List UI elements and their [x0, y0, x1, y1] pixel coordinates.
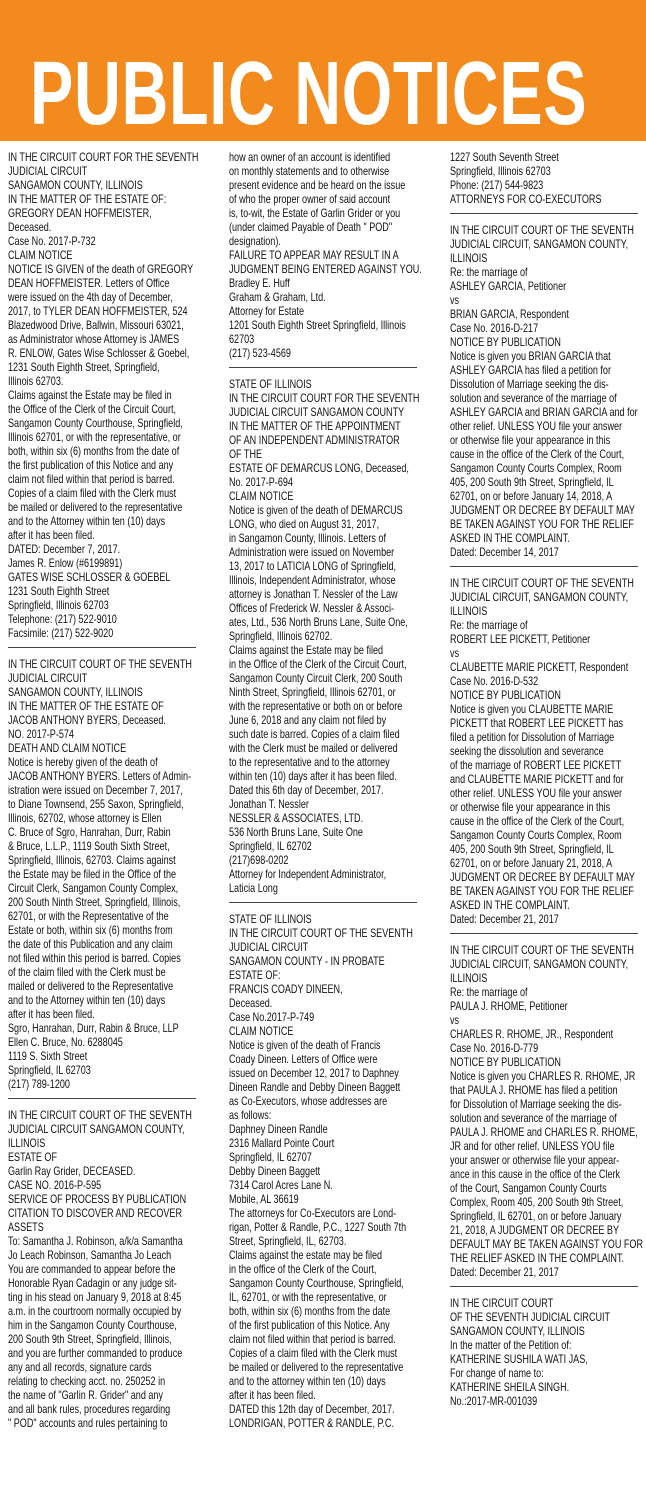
column-3 [450, 150, 642, 1408]
notice-line: Attorney for Independent Administrator, [229, 867, 387, 881]
notice-line: No. 2017-P-694 [229, 475, 293, 489]
notice-line: Bradley E. Huff [229, 276, 290, 290]
notice-line: both, within six (6) months from the date of [8, 444, 180, 458]
notice-line: in the office of the Clerk of the Court, [229, 1262, 377, 1276]
notice-line: Illinois 62701, or with the representative, or [8, 430, 181, 444]
notice-line: (217) 789-1200 [8, 1077, 70, 1091]
notice-line: istration were issued on December 7, 2017, [8, 783, 183, 797]
notice-line: ROBERT LEE PICKETT, Petitioner [450, 632, 591, 646]
notice-line: Case No. 2016-D-217 [450, 321, 539, 335]
notice-line: ILLINOIS [450, 604, 488, 618]
notice-line: and you are further commanded to produce [8, 1346, 183, 1360]
notice-line: PICKETT that ROBERT LEE PICKETT has [450, 716, 624, 730]
notice-line: Re: the marriage of [450, 618, 528, 632]
notice-line: DATED this 12th day of December, 2017. [229, 1402, 395, 1416]
notice-line: JR and for other relief. UNLESS YOU file [450, 1139, 615, 1153]
notice-line: JUDICIAL CIRCUIT SANGAMON COUNTY [229, 405, 405, 419]
notice-line: after it has been filed. [8, 1007, 95, 1021]
notice-line: Notice is given you BRIAN GARCIA that [450, 349, 611, 363]
notice-line: not filed within this period is barred. Copies [8, 951, 181, 965]
notice-line: ASSETS [8, 1220, 44, 1234]
notice-line: of the first publication of this Notice. Any [229, 1318, 390, 1332]
notice-line: 62701, on or before January 14, 2018, A [450, 489, 613, 503]
notice-line: ILLINOIS [450, 251, 488, 265]
notice-line: CLAIM NOTICE [8, 248, 73, 262]
notice-divider [229, 367, 417, 368]
legal-notice [450, 223, 642, 559]
notice-line: Dated: December 21, 2017 [450, 912, 559, 926]
notice-line: as follows: [229, 1108, 272, 1122]
notice-line: DATED: December 7, 2017. [8, 542, 121, 556]
notice-line: Notice is given you CHARLES R. RHOME, JR [450, 1069, 636, 1083]
notice-line: as Administrator whose Attorney is JAMES [8, 332, 180, 346]
notice-line: OF THE SEVENTH JUDICIAL CIRCUIT [450, 1310, 611, 1324]
notice-line: for Dissolution of Marriage seeking the dis- [450, 1097, 622, 1111]
notice-line: Facsimile: (217) 522-9020 [8, 626, 114, 640]
notice-line: that PAULA J. RHOME has filed a petition [450, 1083, 618, 1097]
notice-line: is, to-wit, the Estate of Garlin Grider or you [229, 206, 401, 220]
notice-line: ASHLEY GARCIA, Petitioner [450, 279, 567, 293]
notice-line: your answer or otherwise file your appear- [450, 1153, 620, 1167]
notice-line: 62703 [229, 332, 255, 346]
notice-line: PAULA J. RHOME and CHARLES R. RHOME, [450, 1125, 638, 1139]
notice-line: Springfield, IL 62703 [8, 1063, 91, 1077]
notice-line: on monthly statements and to otherwise [229, 164, 390, 178]
notice-line: ESTATE OF [8, 1150, 58, 1164]
notice-line: 1231 South Eighth Street, Springfield, [8, 360, 160, 374]
notice-line: or otherwise file your appearance in this [450, 800, 611, 814]
notice-line: be mailed or delivered to the representative [8, 500, 183, 514]
notice-line: Honorable Ryan Cadagin or any judge sit- [8, 1276, 177, 1290]
notice-line: 1119 S. Sixth Street [8, 1049, 88, 1063]
notice-line: ASHLEY GARCIA has filed a petition for [450, 363, 611, 377]
notice-line: seeking the dissolution and severance [450, 744, 604, 758]
notice-line: JUDGMENT OR DECREE BY DEFAULT MAY [450, 503, 635, 517]
notice-line: OF AN INDEPENDENT ADMINISTRATOR [229, 433, 400, 447]
notice-line: ates, Ltd., 536 North Bruns Lane, Suite One, [229, 615, 408, 629]
header-banner [0, 0, 646, 144]
notice-divider [8, 1098, 196, 1099]
notice-line: Graham & Graham, Ltd. [229, 290, 326, 304]
notice-line: Estate or both, within six (6) months from [8, 923, 173, 937]
notice-line: The attorneys for Co-Executors are Lond- [229, 1206, 397, 1220]
notice-line: were issued on the 4th day of December, [8, 290, 173, 304]
notice-line: Claims against the Estate may be filed in [8, 388, 172, 402]
notice-line: IL, 62701, or with the representative, or [229, 1290, 387, 1304]
legal-notice [450, 150, 642, 206]
notice-line: 13, 2017 to LATICIA LONG of Springfield, [229, 559, 397, 573]
notice-line: 200 South Ninth Street, Springfield, Illinois, [8, 895, 181, 909]
notice-line: James R. Enlow (#6199891) [8, 556, 123, 570]
notice-line: GREGORY DEAN HOFFMEISTER, [8, 206, 152, 220]
notice-line: Springfield, Illinois, 62703. Claims against [8, 853, 176, 867]
notice-line: be mailed or delivered to the representative [229, 1360, 404, 1374]
notice-divider [8, 647, 196, 648]
notice-line: IN THE CIRCUIT COURT OF THE SEVENTH [229, 926, 413, 940]
notice-line: PAULA J. RHOME, Petitioner [450, 999, 568, 1013]
notice-line: Jo Leach Robinson, Samantha Jo Leach [8, 1248, 172, 1262]
notice-line: SANGAMON COUNTY, ILLINOIS [8, 685, 143, 699]
notice-line: JUDGMENT OR DECREE BY DEFAULT MAY [450, 870, 635, 884]
notice-line: Illinois, Independent Administrator, whose [229, 573, 396, 587]
notice-line: the Estate may be filed in the Office of the [8, 867, 177, 881]
notice-line: JACOB ANTHONY BYERS. Letters of Admin- [8, 769, 192, 783]
notice-line: Notice is given of the death of DEMARCUS [229, 503, 403, 517]
notice-line: JUDICIAL CIRCUIT [8, 164, 88, 178]
notice-line: IN THE CIRCUIT COURT OF THE SEVENTH [450, 943, 634, 957]
notice-line: 62701, on or before January 21, 2018, A [450, 856, 613, 870]
notice-line: Offices of Frederick W. Nessler & Associ- [229, 601, 394, 615]
notice-line: such date is barred. Copies of a claim filed [229, 727, 400, 741]
notice-line: vs [450, 646, 460, 660]
notice-divider [450, 1286, 638, 1287]
notice-line: IN THE CIRCUIT COURT [450, 1296, 554, 1310]
notice-line: 405, 200 South 9th Street, Springfield, IL [450, 475, 614, 489]
notice-line: ILLINOIS [450, 971, 488, 985]
notice-line: Attorney for Estate [229, 304, 305, 318]
notice-line: in the Office of the Clerk of the Circuit Court, [229, 657, 407, 671]
notice-line: and CLAUBETTE MARIE PICKETT and for [450, 772, 624, 786]
notice-line: to Diane Townsend, 255 Saxon, Springfield, [8, 797, 184, 811]
notice-line: (217)698-0202 [229, 853, 289, 867]
notice-line: Copies of a claim filed with the Clerk must [229, 1346, 398, 1360]
notice-line: other relief. UNLESS YOU file your answer [450, 786, 623, 800]
notice-line: CITATION TO DISCOVER AND RECOVER [8, 1206, 183, 1220]
notice-line: attorney is Jonathan T. Nessler of the Law [229, 587, 398, 601]
column-1 [8, 150, 200, 1430]
notice-line: JUDICIAL CIRCUIT [8, 671, 88, 685]
notice-line: Mobile, AL 36619 [229, 1192, 299, 1206]
notice-line: the name of "Garlin R. Grider" and any [8, 1388, 163, 1402]
notice-line: and to the Attorney within ten (10) days [8, 514, 166, 528]
notice-divider [450, 933, 638, 934]
notice-line: DEAN HOFFMEISTER. Letters of Office [8, 276, 170, 290]
notice-divider [450, 213, 638, 214]
notice-line: (under claimed Payable of Death " POD" [229, 220, 393, 234]
notice-line: 1231 South Eighth Street [8, 584, 110, 598]
notice-divider [229, 902, 417, 903]
notice-line: JUDICIAL CIRCUIT, SANGAMON COUNTY, [450, 590, 629, 604]
notice-line: IN THE CIRCUIT COURT FOR THE SEVENTH [229, 391, 420, 405]
notice-line: SERVICE OF PROCESS BY PUBLICATION [8, 1192, 187, 1206]
notice-line: Springfield, IL 62702 [229, 839, 312, 853]
notice-line: Sangamon County Circuit Clerk, 200 South [229, 671, 403, 685]
notice-line: Illinois, 62702, whose attorney is Ellen [8, 811, 162, 825]
notice-line: mailed or delivered to the Representative [8, 979, 174, 993]
notice-line: ESTATE OF DEMARCUS LONG, Deceased, [229, 461, 409, 475]
notice-line: Re: the marriage of [450, 265, 528, 279]
notice-line: 21, 2018, A JUDGMENT OR DECREE BY [450, 1223, 620, 1237]
legal-notice [229, 912, 421, 1430]
notice-line: of the Court, Sangamon County Courts [450, 1181, 607, 1195]
notice-divider [450, 566, 638, 567]
notice-line: designation). [229, 234, 281, 248]
notice-line: in Sangamon County, Illinois. Letters of [229, 531, 386, 545]
notice-line: Dated: December 14, 2017 [450, 545, 559, 559]
notice-line: & Bruce, L.L.P., 1119 South Sixth Street, [8, 839, 170, 853]
notice-line: NOTICE BY PUBLICATION [450, 688, 561, 702]
notice-line: any and all records, signature cards [8, 1360, 152, 1374]
notice-line: Notice is hereby given of the death of [8, 755, 158, 769]
notice-line: cause in the office of the Clerk of the Court, [450, 447, 625, 461]
notice-line: ASKED IN THE COMPLAINT. [450, 531, 570, 545]
notice-line: JUDICIAL CIRCUIT [229, 940, 309, 954]
notice-line: KATHERINE SHEILA SINGH. [450, 1380, 570, 1394]
notice-line: Dated: December 21, 2017 [450, 1265, 559, 1279]
notice-line: within ten (10) days after it has been filed. [229, 769, 397, 783]
notice-line: GATES WISE SCHLOSSER & GOEBEL [8, 570, 171, 584]
notice-line: IN THE CIRCUIT COURT FOR THE SEVENTH [8, 150, 199, 164]
notice-line: Sangamon County Courts Complex, Room [450, 461, 622, 475]
notice-line: ILLINOIS [8, 1136, 46, 1150]
notice-line: Claims against the Estate may be filed [229, 643, 384, 657]
notice-line: NESSLER & ASSOCIATES, LTD. [229, 811, 364, 825]
notice-line: ESTATE OF: [229, 968, 281, 982]
notice-line: IN THE MATTER OF THE APPOINTMENT [229, 419, 401, 433]
notice-line: Notice is given you CLAUBETTE MARIE [450, 702, 614, 716]
notice-line: Phone: (217) 544-9823 [450, 178, 544, 192]
notice-line: JUDICIAL CIRCUIT, SANGAMON COUNTY, [450, 957, 629, 971]
notice-line: 2017, to TYLER DEAN HOFFMEISTER, 524 [8, 304, 188, 318]
notice-line: Case No. 2017-P-732 [8, 234, 96, 248]
notice-line: 1201 South Eighth Street Springfield, Illinois [229, 318, 406, 332]
notice-line: Sangamon County Courthouse, Springfield, [8, 416, 183, 430]
notice-line: the date of this Publication and any claim [8, 937, 173, 951]
notice-line: or otherwise file your appearance in this [450, 433, 611, 447]
notice-line: the first publication of this Notice and any [8, 458, 174, 472]
notice-line: SANGAMON COUNTY, ILLINOIS [450, 1324, 585, 1338]
notice-line: Copies of a claim filed with the Clerk must [8, 486, 177, 500]
notice-line: Circuit Clerk, Sangamon County Complex, [8, 881, 179, 895]
notice-line: DEFAULT MAY BE TAKEN AGAINST YOU FOR [450, 1237, 644, 1251]
notice-line: No.:2017-MR-001039 [450, 1394, 538, 1408]
notice-line: LONDRIGAN, POTTER & RANDLE, P.C. [229, 1416, 394, 1430]
notice-line: and to the attorney within ten (10) days [229, 1374, 386, 1388]
notice-line: claim not filed within that period is barred. [229, 1332, 396, 1346]
notice-line: STATE OF ILLINOIS [229, 912, 312, 926]
notice-line: Coady Dineen. Letters of Office were [229, 1052, 378, 1066]
notice-line: JUDICIAL CIRCUIT, SANGAMON COUNTY, [450, 237, 629, 251]
notice-line: Case No. 2016-D-532 [450, 674, 539, 688]
notice-line: Dated this 6th day of December, 2017. [229, 783, 384, 797]
notice-line: Case No. 2016-D-779 [450, 1041, 539, 1055]
notice-line: " POD" accounts and rules pertaining to [8, 1416, 168, 1430]
notice-line: Deceased. [8, 220, 52, 234]
notice-line: C. Bruce of Sgro, Hanrahan, Durr, Rabin [8, 825, 171, 839]
notice-line: Ellen C. Bruce, No. 6288045 [8, 1035, 123, 1049]
notice-line: DEATH AND CLAIM NOTICE [8, 741, 127, 755]
page-title: PUBLIC NOTICES [30, 44, 588, 144]
notice-line: Telephone: (217) 522-9010 [8, 612, 117, 626]
notice-line: CLAIM NOTICE [229, 489, 294, 503]
notice-line: Case No.2017-P-749 [229, 1010, 315, 1024]
notice-line: solution and severance of the marriage of [450, 1111, 617, 1125]
notice-line: (217) 523-4569 [229, 346, 291, 360]
notice-line: CASE NO. 2016-P-595 [8, 1178, 102, 1192]
notice-line: NO. 2017-P-574 [8, 727, 74, 741]
notice-line: KATHERINE SUSHILA WATI JAS, [450, 1352, 588, 1366]
notice-line: a.m. in the courtroom normally occupied by [8, 1304, 182, 1318]
notice-line: NOTICE BY PUBLICATION [450, 1055, 561, 1069]
notice-line: BRIAN GARCIA, Respondent [450, 307, 569, 321]
notice-line: Sgro, Hanrahan, Durr, Rabin & Bruce, LLP [8, 1021, 179, 1035]
notice-line: as Co-Executors, whose addresses are [229, 1094, 388, 1108]
notice-line: Re: the marriage of [450, 985, 528, 999]
notice-line: rigan, Potter & Randle, P.C., 1227 South 7th [229, 1220, 407, 1234]
notice-line: OF THE [229, 447, 263, 461]
notice-line: Administration were issued on November [229, 545, 395, 559]
notice-line: Springfield, IL 62707 [229, 1150, 312, 1164]
notice-line: Sangamon County Courts Complex, Room [450, 828, 622, 842]
notice-line: 200 South 9th Street, Springfield, Illinois, [8, 1332, 172, 1346]
notice-line: issued on December 12, 2017 to Daphney [229, 1066, 399, 1080]
legal-notice [8, 150, 200, 640]
notice-line: ATTORNEYS FOR CO-EXECUTORS [450, 192, 602, 206]
notice-line: cause in the office of the Clerk of the Court, [450, 814, 625, 828]
notice-line: how an owner of an account is identified [229, 150, 391, 164]
notice-line: THE RELIEF ASKED IN THE COMPLAINT. [450, 1251, 625, 1265]
notice-line: Notice is given of the death of Francis [229, 1038, 381, 1052]
notice-line: NOTICE IS GIVEN of the death of GREGORY [8, 262, 194, 276]
notice-line: Springfield, Illinois 62702. [229, 629, 333, 643]
notice-line: 2316 Mallard Pointe Court [229, 1136, 335, 1150]
notice-line: Debby Dineen Baggett [229, 1164, 321, 1178]
notice-line: Garlin Ray Grider, DECEASED. [8, 1164, 136, 1178]
notice-line: NOTICE BY PUBLICATION [450, 335, 561, 349]
notice-line: Complex, Room 405, 200 South 9th Street, [450, 1195, 624, 1209]
notice-line: BE TAKEN AGAINST YOU FOR THE RELIEF [450, 517, 634, 531]
notice-line: JUDGMENT BEING ENTERED AGAINST YOU. [229, 262, 422, 276]
notice-line: IN THE CIRCUIT COURT OF THE SEVENTH [450, 223, 634, 237]
notice-line: CHARLES R. RHOME, JR., Respondent [450, 1027, 614, 1041]
notice-line: For change of name to: [450, 1366, 544, 1380]
notice-line: Dineen Randle and Debby Dineen Baggett [229, 1080, 401, 1094]
notice-line: BE TAKEN AGAINST YOU FOR THE RELIEF [450, 884, 634, 898]
notice-line: ASKED IN THE COMPLAINT. [450, 898, 570, 912]
notice-line: to the representative and to the attorney [229, 755, 390, 769]
notice-line: with the representative or both on or before [229, 699, 403, 713]
notice-line: To: Samantha J. Robinson, a/k/a Samantha [8, 1234, 183, 1248]
notice-line: IN THE MATTER OF THE ESTATE OF: [8, 192, 167, 206]
notice-line: SANGAMON COUNTY, ILLINOIS [8, 178, 143, 192]
notice-line: vs [450, 293, 460, 307]
notice-line: ting in his stead on January 9, 2018 at 8:45 [8, 1290, 182, 1304]
notice-line: ance in this cause in the office of the Clerk [450, 1167, 621, 1181]
notice-line: Ninth Street, Springfield, Illinois 62701, or [229, 685, 396, 699]
notice-line: filed a petition for Dissolution of Marriage [450, 730, 615, 744]
notice-line: CLAUBETTE MARIE PICKETT, Respondent [450, 660, 629, 674]
legal-notice [229, 377, 421, 895]
notice-line: LONG, who died on August 31, 2017, [229, 517, 380, 531]
notice-line: and to the Attorney within ten (10) days [8, 993, 166, 1007]
notice-line: 1227 South Seventh Street [450, 150, 559, 164]
notice-line: You are commanded to appear before the [8, 1262, 176, 1276]
legal-notice [450, 943, 642, 1279]
notice-line: CLAIM NOTICE [229, 1024, 294, 1038]
notice-line: Claims against the estate may be filed [229, 1248, 383, 1262]
notice-line: both, within six (6) months from the date [229, 1304, 391, 1318]
notice-line: 7314 Carol Acres Lane N. [229, 1178, 333, 1192]
notice-line: of who the proper owner of said account [229, 192, 391, 206]
notice-line: Sangamon County Courthouse, Springfield, [229, 1276, 404, 1290]
legal-notice [450, 1296, 642, 1408]
notice-line: JACOB ANTHONY BYERS, Deceased. [8, 713, 166, 727]
notice-line: SANGAMON COUNTY - IN PROBATE [229, 954, 385, 968]
notice-line: 536 North Bruns Lane, Suite One [229, 825, 363, 839]
notice-line: Springfield, IL 62701, on or before January [450, 1209, 622, 1223]
notice-line: of the claim filed with the Clerk must be [8, 965, 166, 979]
notice-line: 405, 200 South 9th Street, Springfield, IL [450, 842, 614, 856]
notice-line: FRANCIS COADY DINEEN, [229, 982, 343, 996]
notice-line: IN THE CIRCUIT COURT OF THE SEVENTH [8, 1108, 192, 1122]
notice-line: him in the Sangamon County Courthouse, [8, 1318, 177, 1332]
notice-line: with the Clerk must be mailed or delivered [229, 741, 398, 755]
column-2 [229, 150, 421, 1430]
notice-line: Jonathan T. Nessler [229, 797, 309, 811]
notice-line: IN THE MATTER OF THE ESTATE OF [8, 699, 164, 713]
notice-line: present evidence and be heard on the issue [229, 178, 406, 192]
notice-line: Street, Springfield, IL, 62703. [229, 1234, 347, 1248]
notice-line: 62701, or with the Representative of the [8, 909, 169, 923]
notice-line: Daphney Dineen Randle [229, 1122, 328, 1136]
notice-line: Blazedwood Drive, Ballwin, Missouri 63021, [8, 318, 184, 332]
legal-notice [450, 576, 642, 926]
notice-line: R. ENLOW, Gates Wise Schlosser & Goebel, [8, 346, 190, 360]
notice-line: of the marriage of ROBERT LEE PICKETT [450, 758, 622, 772]
notice-line: Illinois 62703. [8, 374, 64, 388]
notice-line: solution and severance of the marriage of [450, 391, 617, 405]
notice-line: vs [450, 1013, 460, 1027]
notice-line: FAILURE TO APPEAR MAY RESULT IN A [229, 248, 399, 262]
notice-line: the Office of the Clerk of the Circuit Court, [8, 402, 177, 416]
notice-line: ASHLEY GARCIA and BRIAN GARCIA and for [450, 405, 638, 419]
notice-line: IN THE CIRCUIT COURT OF THE SEVENTH [8, 657, 192, 671]
notice-line: Laticia Long [229, 881, 278, 895]
legal-notice [229, 150, 421, 360]
notice-line: claim not filed within that period is barred. [8, 472, 175, 486]
notice-line: IN THE CIRCUIT COURT OF THE SEVENTH [450, 576, 634, 590]
legal-notice [8, 1108, 200, 1430]
notice-line: Dissolution of Marriage seeking the dis- [450, 377, 609, 391]
notice-line: and all bank rules, procedures regarding [8, 1402, 171, 1416]
notice-line: Deceased. [229, 996, 273, 1010]
notice-line: relating to checking acct. no. 250252 in [8, 1374, 166, 1388]
legal-notice [8, 657, 200, 1091]
notice-line: Springfield, Illinois 62703 [8, 598, 109, 612]
notice-line: after it has been filed. [229, 1388, 316, 1402]
notice-line: other relief. UNLESS YOU file your answer [450, 419, 623, 433]
notice-line: June 6, 2018 and any claim not filed by [229, 713, 387, 727]
notice-line: after it has been filed. [8, 528, 95, 542]
notice-line: In the matter of the Petition of: [450, 1338, 572, 1352]
notice-line: JUDICIAL CIRCUIT SANGAMON COUNTY, [8, 1122, 185, 1136]
notice-line: Springfield, Illinois 62703 [450, 164, 551, 178]
notice-line: STATE OF ILLINOIS [229, 377, 312, 391]
